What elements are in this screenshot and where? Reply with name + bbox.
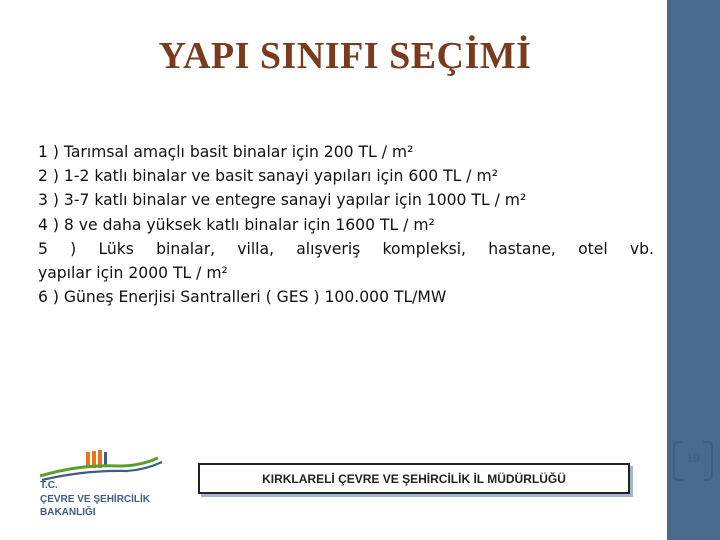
footer-box [198,463,630,494]
logo-text-ministry: ÇEVRE VE ŞEHİRCİLİK [40,494,151,505]
logo-text-tc: T.C. [40,480,58,491]
list-item: 6 ) Güneş Enerjisi Santralleri ( GES ) 100.000 TL/MW [38,288,447,307]
ministry-logo [40,448,190,528]
logo-text-bakanlik: BAKANLIĞI [40,507,96,518]
footer-text: KIRKLARELİ ÇEVRE VE ŞEHİRCİLİK İL MÜDÜRLÜĞÜ [262,471,566,486]
list-item: 2 ) 1-2 katlı binalar ve basit sanayi yapıları için 600 TL / m² [38,167,498,186]
list-item: 4 ) 8 ve daha yüksek katlı binalar için 1600 TL / m² [38,215,435,234]
page-number [673,441,713,479]
list-item: 5 ) Lüks binalar, villa, alışveriş kompleksi, hastane, otel vb. [38,239,654,258]
list-item: 3 ) 3-7 katlı binalar ve entegre sanayi yapılar için 1000 TL / m² [38,191,527,210]
list-item-continuation: yapılar için 2000 TL / m² [38,264,228,283]
content-list [38,140,654,309]
slide-title: YAPI SINIFI SEÇİMİ [158,35,532,77]
ministry-emblem-icon [40,448,170,482]
page-number-text: 19 [686,451,700,465]
list-item: 1 ) Tarımsal amaçlı basit binalar için 200 TL / m² [38,143,414,161]
